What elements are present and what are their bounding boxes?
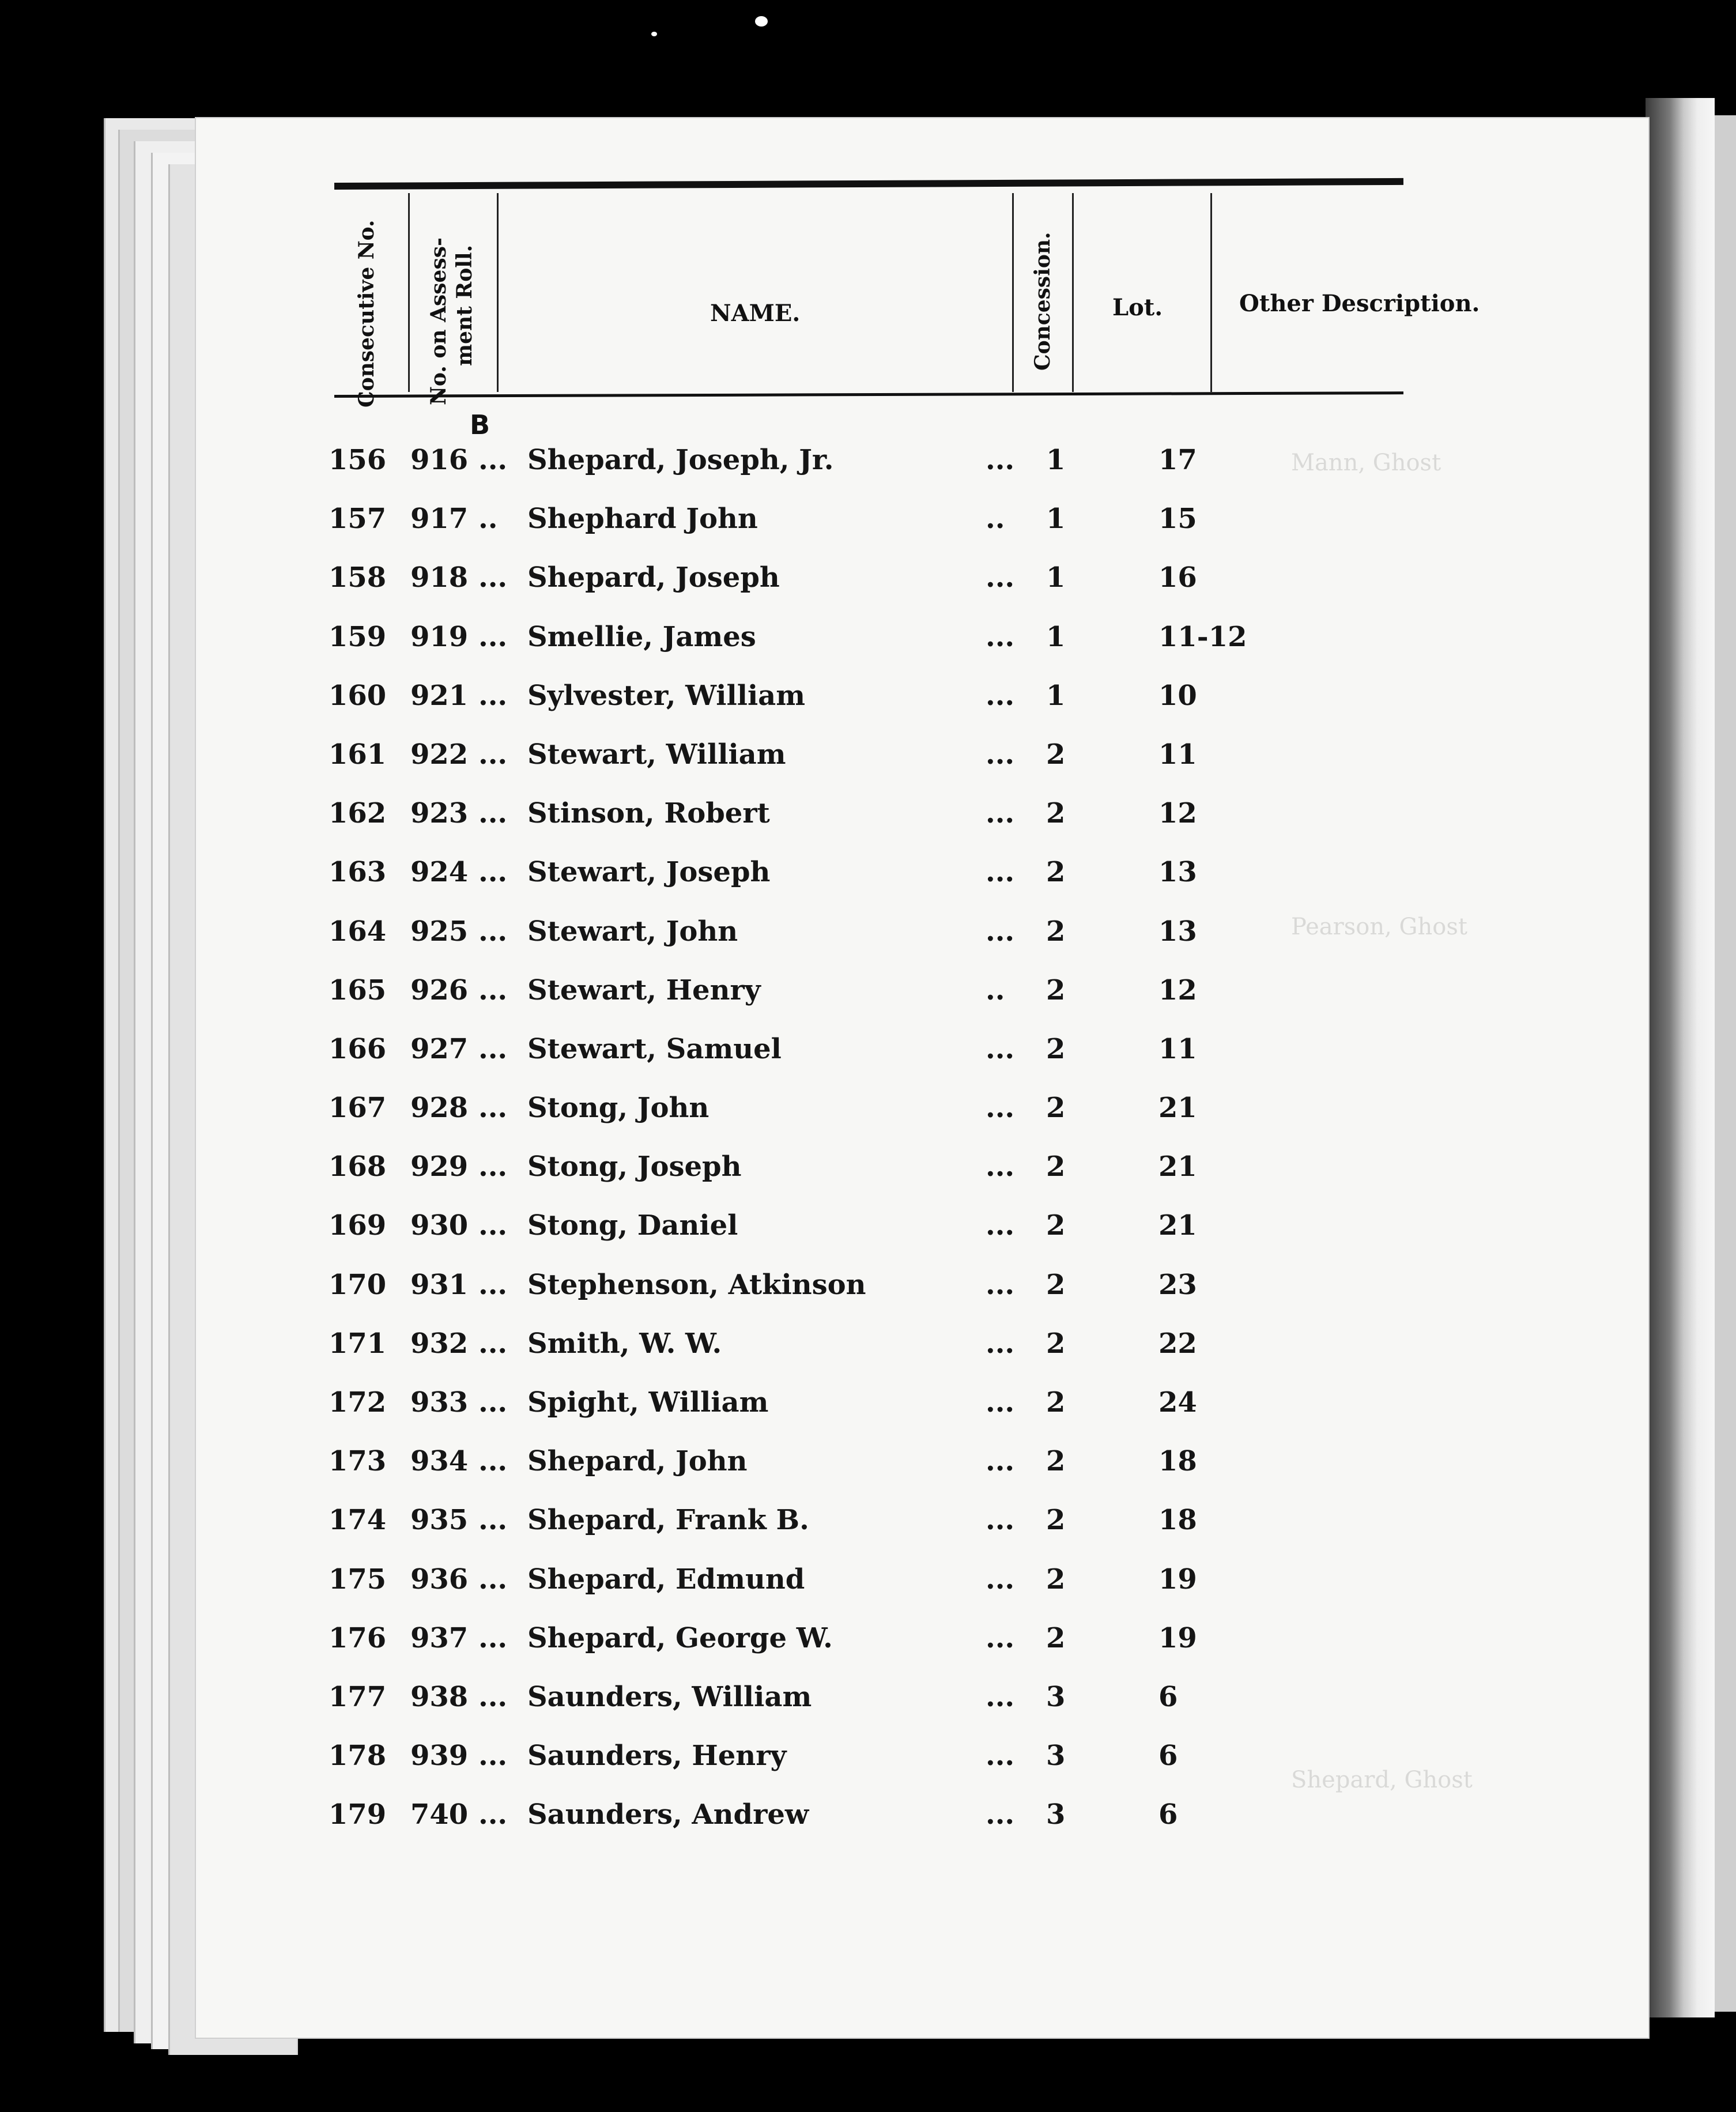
- lot: 15: [1158, 503, 1197, 535]
- column-divider: [1210, 193, 1212, 392]
- concession: 3: [1046, 1740, 1066, 1772]
- column-divider: [497, 193, 499, 392]
- concession: 2: [1046, 1032, 1066, 1065]
- lot: 6: [1158, 1680, 1178, 1713]
- leader-dots: ...: [986, 620, 1015, 653]
- header-bottom-rule: [334, 391, 1403, 398]
- table-row: [196, 1033, 1648, 1092]
- leader-dots: ...: [986, 1680, 1015, 1713]
- consecutive-no: 170: [329, 1268, 387, 1301]
- lot: 16: [1158, 561, 1197, 594]
- leader-dots: ..: [986, 503, 1005, 535]
- person-name: Stephenson, Atkinson: [527, 1268, 866, 1301]
- consecutive-no: 161: [329, 738, 387, 771]
- person-name: Shepard, Frank B.: [527, 1504, 809, 1537]
- table-row: [196, 1092, 1648, 1151]
- concession: 2: [1046, 1563, 1066, 1596]
- speck: [651, 32, 657, 36]
- assessment-roll-no: 926: [410, 974, 469, 1006]
- person-name: Stong, Daniel: [527, 1209, 738, 1242]
- concession: 2: [1046, 1151, 1066, 1183]
- lot: 11-12: [1158, 620, 1247, 653]
- table-row: [196, 503, 1648, 561]
- document-page: [196, 118, 1648, 2038]
- assessment-roll-no: 925: [410, 915, 469, 948]
- table-row: [196, 1209, 1648, 1268]
- concession: 2: [1046, 1621, 1066, 1654]
- concession: 2: [1046, 1504, 1066, 1537]
- assessment-roll-no: 938: [410, 1680, 469, 1713]
- assessment-roll-no: 936: [410, 1563, 469, 1596]
- person-name: Stong, John: [527, 1092, 710, 1125]
- concession: 1: [1046, 444, 1066, 476]
- person-name: Stinson, Robert: [527, 797, 770, 830]
- lot: 13: [1158, 915, 1197, 948]
- concession: 2: [1046, 1327, 1066, 1360]
- leader-dots: ...: [478, 1092, 508, 1125]
- lot: 6: [1158, 1798, 1178, 1831]
- lot: 12: [1158, 974, 1197, 1006]
- leader-dots: ...: [986, 1798, 1015, 1831]
- consecutive-no: 176: [329, 1621, 387, 1654]
- lot: 17: [1158, 444, 1197, 476]
- concession: 2: [1046, 1092, 1066, 1125]
- consecutive-no: 159: [329, 620, 387, 653]
- leader-dots: ...: [986, 1032, 1015, 1065]
- assessment-roll-no: 919: [410, 620, 469, 653]
- bleed-through: Shepard, Ghost: [1291, 1767, 1473, 1793]
- consecutive-no: 168: [329, 1151, 387, 1183]
- leader-dots: ...: [986, 1209, 1015, 1242]
- lot: 13: [1158, 856, 1197, 889]
- binding-shadow: [1715, 115, 1736, 2012]
- person-name: Saunders, William: [527, 1680, 812, 1713]
- consecutive-no: 163: [329, 856, 387, 889]
- leader-dots: ...: [986, 797, 1015, 830]
- assessment-roll-no: 928: [410, 1092, 469, 1125]
- assessment-roll-no: 922: [410, 738, 469, 771]
- person-name: Stewart, William: [527, 738, 786, 771]
- lot: 12: [1158, 797, 1197, 830]
- leader-dots: ...: [986, 915, 1015, 948]
- concession: 2: [1046, 974, 1066, 1006]
- assessment-roll-no: 930: [410, 1209, 469, 1242]
- leader-dots: ...: [478, 1268, 508, 1301]
- assessment-roll-no: 916: [410, 444, 469, 476]
- header-concession: Concession.: [1031, 232, 1055, 371]
- leader-dots: ...: [986, 1386, 1015, 1419]
- lot: 22: [1158, 1327, 1197, 1360]
- concession: 2: [1046, 1445, 1066, 1478]
- header-name: NAME.: [710, 300, 801, 327]
- lot: 18: [1158, 1504, 1197, 1537]
- person-name: Smith, W. W.: [527, 1327, 722, 1360]
- table-row: [196, 1681, 1648, 1740]
- leader-dots: ...: [478, 1504, 508, 1537]
- consecutive-no: 175: [329, 1563, 387, 1596]
- leader-dots: ...: [478, 444, 508, 476]
- concession: 2: [1046, 1386, 1066, 1419]
- table-row: [196, 1504, 1648, 1563]
- person-name: Saunders, Andrew: [527, 1798, 809, 1831]
- bleed-through: Pearson, Ghost: [1291, 914, 1467, 940]
- table-row: [196, 1386, 1648, 1445]
- register-rows: [196, 444, 1648, 1858]
- table-row: [196, 1445, 1648, 1504]
- leader-dots: ...: [478, 1151, 508, 1183]
- book-binding: [1646, 98, 1715, 2017]
- table-row: [196, 1798, 1648, 1857]
- concession: 2: [1046, 797, 1066, 830]
- assessment-roll-no: 937: [410, 1621, 469, 1654]
- header-roll-line2: ment Roll.: [452, 244, 477, 366]
- leader-dots: ...: [478, 679, 508, 712]
- leader-dots: ...: [478, 915, 508, 948]
- table-row: [196, 974, 1648, 1033]
- consecutive-no: 157: [329, 503, 387, 535]
- leader-dots: ...: [986, 1151, 1015, 1183]
- concession: 3: [1046, 1680, 1066, 1713]
- lot: 21: [1158, 1209, 1197, 1242]
- consecutive-no: 164: [329, 915, 387, 948]
- consecutive-no: 162: [329, 797, 387, 830]
- person-name: Shepard, John: [527, 1445, 748, 1478]
- person-name: Stewart, John: [527, 915, 738, 948]
- person-name: Shepard, Edmund: [527, 1563, 805, 1596]
- table-row: [196, 738, 1648, 797]
- table-row: [196, 444, 1648, 503]
- leader-dots: ...: [986, 1563, 1015, 1596]
- table-row: [196, 1269, 1648, 1327]
- assessment-roll-no: 917: [410, 503, 469, 535]
- concession: 2: [1046, 856, 1066, 889]
- concession: 1: [1046, 679, 1066, 712]
- leader-dots: ...: [478, 1563, 508, 1596]
- lot: 23: [1158, 1268, 1197, 1301]
- lot: 19: [1158, 1621, 1197, 1654]
- person-name: Stong, Joseph: [527, 1151, 742, 1183]
- consecutive-no: 171: [329, 1327, 387, 1360]
- bleed-through: Mann, Ghost: [1291, 450, 1441, 476]
- speck: [755, 16, 768, 27]
- assessment-roll-no: 931: [410, 1268, 469, 1301]
- column-divider: [1072, 193, 1074, 392]
- consecutive-no: 158: [329, 561, 387, 594]
- leader-dots: ...: [478, 1327, 508, 1360]
- leader-dots: ...: [986, 444, 1015, 476]
- assessment-roll-no: 740: [410, 1798, 469, 1831]
- assessment-roll-no: 933: [410, 1386, 469, 1419]
- leader-dots: ...: [986, 1621, 1015, 1654]
- section-letter: B: [470, 409, 490, 440]
- leader-dots: ...: [986, 1504, 1015, 1537]
- person-name: Smellie, James: [527, 620, 756, 653]
- lot: 19: [1158, 1563, 1197, 1596]
- leader-dots: ...: [478, 1798, 508, 1831]
- lot: 18: [1158, 1445, 1197, 1478]
- leader-dots: ...: [986, 856, 1015, 889]
- leader-dots: ...: [478, 1209, 508, 1242]
- assessment-roll-no: 923: [410, 797, 469, 830]
- header-top-rule: [334, 178, 1403, 190]
- person-name: Shephard John: [527, 503, 758, 535]
- person-name: Stewart, Samuel: [527, 1032, 782, 1065]
- table-row: [196, 680, 1648, 738]
- leader-dots: ...: [478, 856, 508, 889]
- concession: 1: [1046, 503, 1066, 535]
- person-name: Shepard, Joseph, Jr.: [527, 444, 834, 476]
- lot: 11: [1158, 1032, 1197, 1065]
- leader-dots: ...: [986, 1092, 1015, 1125]
- table-row: [196, 856, 1648, 915]
- table-row: [196, 1563, 1648, 1622]
- consecutive-no: 166: [329, 1032, 387, 1065]
- leader-dots: ...: [986, 1268, 1015, 1301]
- assessment-roll-no: 939: [410, 1740, 469, 1772]
- consecutive-no: 177: [329, 1680, 387, 1713]
- person-name: Spight, William: [527, 1386, 769, 1419]
- person-name: Sylvester, William: [527, 679, 806, 712]
- lot: 6: [1158, 1740, 1178, 1772]
- concession: 2: [1046, 738, 1066, 771]
- lot: 21: [1158, 1092, 1197, 1125]
- header-other-description: Other Description.: [1239, 290, 1480, 317]
- consecutive-no: 173: [329, 1445, 387, 1478]
- table-row: [196, 915, 1648, 974]
- person-name: Shepard, Joseph: [527, 561, 780, 594]
- consecutive-no: 165: [329, 974, 387, 1006]
- person-name: Saunders, Henry: [527, 1740, 787, 1772]
- leader-dots: ..: [986, 974, 1005, 1006]
- leader-dots: ...: [986, 1327, 1015, 1360]
- table-row: [196, 1740, 1648, 1798]
- consecutive-no: 174: [329, 1504, 387, 1537]
- consecutive-no: 156: [329, 444, 387, 476]
- leader-dots: ...: [986, 561, 1015, 594]
- header-lot: Lot.: [1112, 294, 1163, 321]
- consecutive-no: 169: [329, 1209, 387, 1242]
- table-row: [196, 561, 1648, 620]
- person-name: Stewart, Henry: [527, 974, 761, 1006]
- consecutive-no: 167: [329, 1092, 387, 1125]
- leader-dots: ...: [478, 1680, 508, 1713]
- leader-dots: ...: [986, 738, 1015, 771]
- person-name: Shepard, George W.: [527, 1621, 833, 1654]
- consecutive-no: 172: [329, 1386, 387, 1419]
- leader-dots: ...: [478, 1740, 508, 1772]
- leader-dots: ...: [986, 1740, 1015, 1772]
- header-consecutive-no: Consecutive No.: [354, 220, 379, 408]
- assessment-roll-no: 921: [410, 679, 469, 712]
- concession: 2: [1046, 1268, 1066, 1301]
- column-divider: [408, 193, 410, 392]
- leader-dots: ...: [478, 1032, 508, 1065]
- leader-dots: ...: [478, 561, 508, 594]
- consecutive-no: 179: [329, 1798, 387, 1831]
- table-row: [196, 1622, 1648, 1681]
- leader-dots: ...: [478, 1445, 508, 1478]
- concession: 1: [1046, 620, 1066, 653]
- leader-dots: ...: [478, 738, 508, 771]
- leader-dots: ...: [986, 679, 1015, 712]
- person-name: Stewart, Joseph: [527, 856, 771, 889]
- table-row: [196, 1151, 1648, 1209]
- header-roll-line1: No. on Assess-: [427, 237, 451, 405]
- table-row: [196, 621, 1648, 680]
- lot: 11: [1158, 738, 1197, 771]
- consecutive-no: 178: [329, 1740, 387, 1772]
- assessment-roll-no: 929: [410, 1151, 469, 1183]
- assessment-roll-no: 927: [410, 1032, 469, 1065]
- assessment-roll-no: 934: [410, 1445, 469, 1478]
- leader-dots: ...: [478, 1386, 508, 1419]
- leader-dots: ...: [478, 974, 508, 1006]
- lot: 10: [1158, 679, 1197, 712]
- assessment-roll-no: 932: [410, 1327, 469, 1360]
- consecutive-no: 160: [329, 679, 387, 712]
- leader-dots: ...: [478, 797, 508, 830]
- concession: 1: [1046, 561, 1066, 594]
- lot: 24: [1158, 1386, 1197, 1419]
- lot: 21: [1158, 1151, 1197, 1183]
- assessment-roll-no: 924: [410, 856, 469, 889]
- leader-dots: ...: [986, 1445, 1015, 1478]
- assessment-roll-no: 918: [410, 561, 469, 594]
- column-divider: [1012, 193, 1014, 392]
- concession: 2: [1046, 915, 1066, 948]
- leader-dots: ...: [478, 620, 508, 653]
- concession: 3: [1046, 1798, 1066, 1831]
- table-row: [196, 1327, 1648, 1386]
- table-row: [196, 797, 1648, 856]
- concession: 2: [1046, 1209, 1066, 1242]
- leader-dots: ..: [478, 503, 498, 535]
- assessment-roll-no: 935: [410, 1504, 469, 1537]
- leader-dots: ...: [478, 1621, 508, 1654]
